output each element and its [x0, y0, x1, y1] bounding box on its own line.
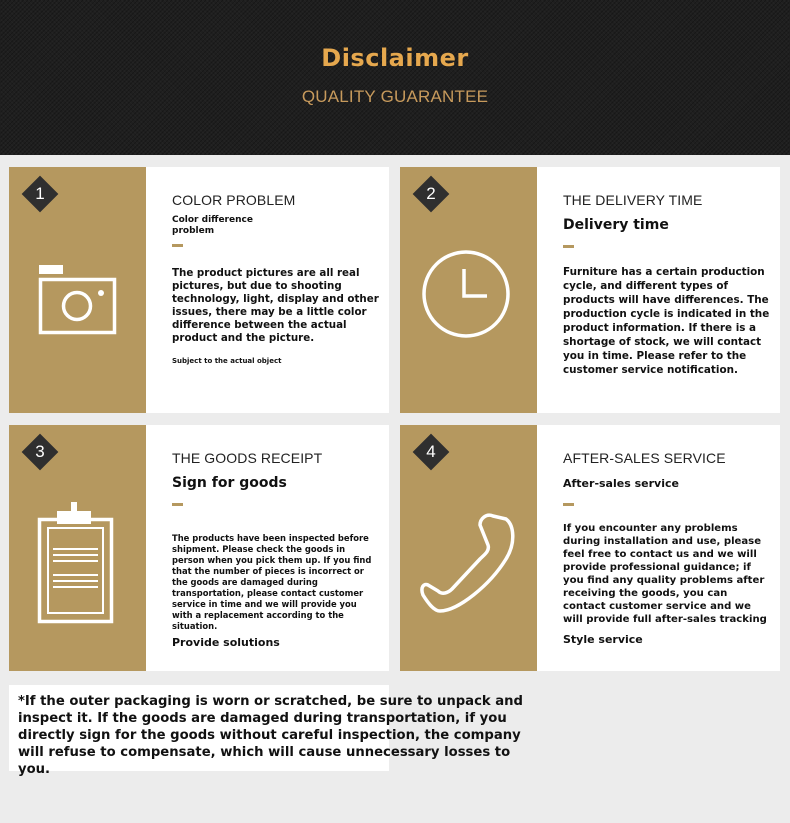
card-body: The products have been inspected before shipment. Please check the goods in person when you pick them up. If you find that the number of pieces is incorrect or the goods are damaged during transportation, please contact customer service in time and we will provide you with a replacement according to the situation. — [172, 533, 372, 631]
accent-bar — [563, 503, 574, 506]
card-title: AFTER-SALES SERVICE — [563, 450, 726, 466]
card-title: COLOR PROBLEM — [172, 192, 296, 208]
footer-note-box — [9, 685, 523, 777]
card-goods-receipt — [9, 425, 389, 671]
card-footnote: Provide solutions — [172, 636, 280, 649]
card-subtitle: Delivery time — [563, 217, 669, 233]
card-body: If you encounter any problems during installation and use, please feel free to contact us and we will provide professional guidance; if you find any quality problems after receiving the goods, you can contact customer service and we will provide full after-sales tracking — [563, 523, 767, 625]
card-footnote: Subject to the actual object — [172, 357, 282, 365]
number-badge: 4 — [413, 434, 450, 471]
accent-bar — [563, 245, 574, 248]
page-title: Disclaimer — [321, 44, 469, 72]
card-subtitle: Sign for goods — [172, 475, 287, 491]
card-body: Furniture has a certain production cycle, and different types of products will have differences. The production cycle is indicated in the product information. If there is a shortage of stock, we will contact you in time. Please refer to the customer service notification. — [563, 266, 770, 376]
card-footnote: Style service — [563, 633, 643, 646]
camera-icon — [38, 264, 118, 336]
card-body: The product pictures are all real pictures, but due to shooting technology, light, display and other issues, there may be a little color difference between the actual product and the picture. — [172, 267, 379, 344]
card-after-sales — [400, 425, 780, 671]
card-side-panel — [400, 425, 537, 671]
card-side-panel — [9, 425, 146, 671]
phone-icon — [418, 511, 518, 617]
number-badge: 3 — [22, 434, 59, 471]
clock-icon — [420, 248, 512, 340]
page-subtitle: QUALITY GUARANTEE — [301, 87, 489, 106]
card-side-panel — [9, 167, 146, 413]
accent-bar — [172, 503, 183, 506]
accent-bar — [172, 244, 183, 247]
number-badge: 2 — [413, 176, 450, 213]
card-subtitle: After-sales service — [563, 477, 679, 490]
header-banner — [0, 0, 790, 155]
footer-note: *If the outer packaging is worn or scratched, be sure to unpack and inspect it. If the goods are damaged during transportation, if you directly sign for the goods without careful inspection, the company will refuse to compensate, which will cause unnecessary losses to you. — [18, 694, 523, 777]
card-title: THE DELIVERY TIME — [563, 192, 703, 208]
card-color-problem — [9, 167, 389, 413]
clipboard-icon — [36, 501, 116, 625]
card-title: THE GOODS RECEIPT — [172, 450, 323, 466]
card-delivery-time — [400, 167, 780, 413]
number-badge: 1 — [22, 176, 59, 213]
card-side-panel — [400, 167, 537, 413]
card-subtitle: Color difference problem — [172, 215, 253, 236]
